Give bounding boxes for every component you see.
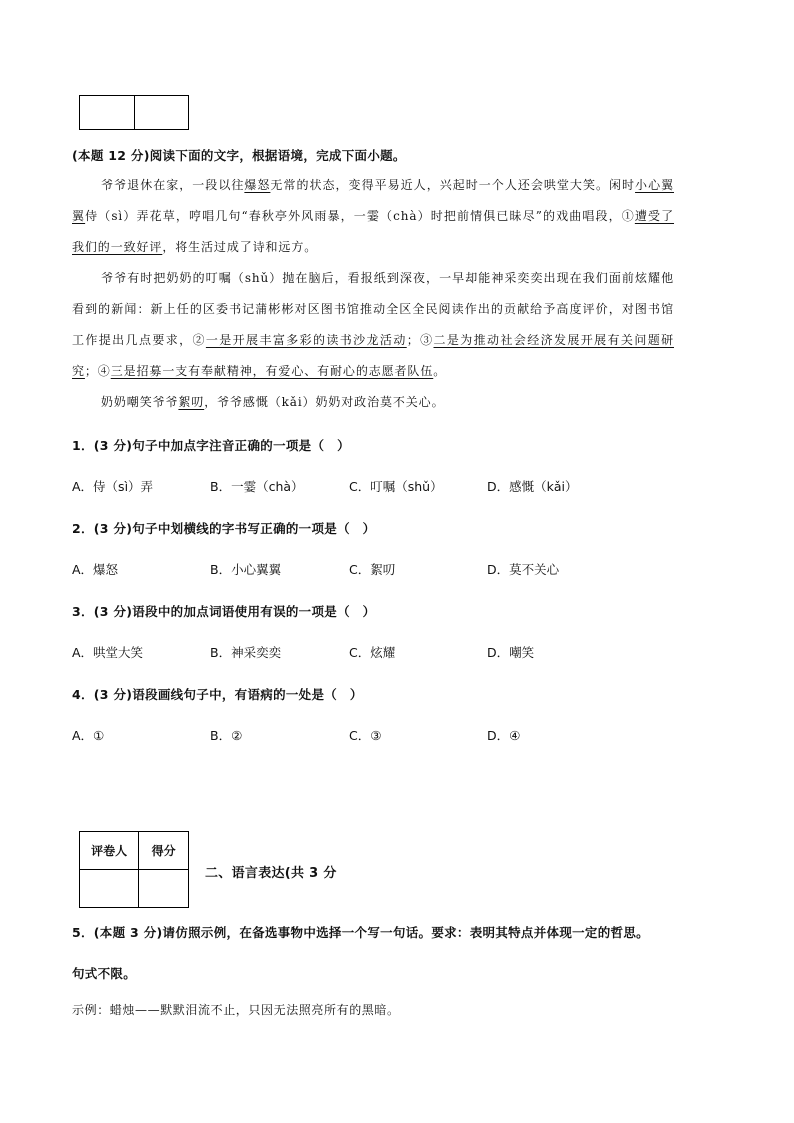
score-box-cell-left — [80, 96, 135, 130]
p3-underline-1: 絮叨 — [178, 395, 205, 409]
score-box-top — [79, 95, 189, 130]
reading-passage — [72, 170, 674, 418]
p3-text-b: ，爷爷感慨（kǎi）奶奶对政治莫不关心。 — [204, 395, 445, 409]
p1-underline-2: 小心翼翼 — [72, 178, 674, 223]
q2-option-c[interactable]: C．絮叨 — [349, 562, 396, 577]
q2-option-b[interactable]: B．小心翼翼 — [210, 562, 282, 577]
p2-underline-3: 三是招募一支有奉献精神，有爱心、有耐心的志愿者队伍 — [110, 364, 434, 378]
q4-option-d[interactable]: D．④ — [487, 728, 521, 743]
reviewer-label: 评卷人 — [80, 832, 139, 870]
q3-option-c[interactable]: C．炫耀 — [349, 645, 396, 660]
passage-paragraph-3 — [72, 387, 674, 418]
q2-option-d[interactable]: D．莫不关心 — [487, 562, 560, 577]
question-3-options — [72, 643, 672, 661]
question-1-options — [72, 477, 672, 495]
p2-text-a: 爷爷有时把奶奶的叮嘱（shǔ）抛在脑后，看报纸到深夜，一早却能神采奕奕出现在我们面前炫耀他看到的新闻：新上任的区委书记蒲彬彬对区图书馆推动全区全民阅读作出的贡献给予高度评价，对图书馆工作提出几点要求，② — [72, 271, 674, 347]
p1-text-d: ，将生活过成了诗和远方。 — [162, 240, 318, 254]
p1-text-a: 爷爷退休在家，一段以往 — [101, 178, 245, 192]
q2-option-a[interactable]: A．爆怒 — [72, 562, 119, 577]
p2-text-d: 。 — [433, 364, 447, 378]
reviewer-cell — [80, 870, 139, 908]
question-2-options — [72, 560, 672, 578]
p1-underline-1: 爆怒 — [244, 178, 271, 192]
q3-option-b[interactable]: B．神采奕奕 — [210, 645, 282, 660]
passage-paragraph-2 — [72, 263, 674, 387]
question-5-line1: 5．(本题 3 分)请仿照示例，在备选事物中选择一个写一句话。要求：表明其特点并体现一定的哲思。 — [72, 925, 649, 940]
question-2-head: 2．(3 分)句子中划横线的字书写正确的一项是（ ） — [72, 521, 376, 536]
q1-option-a[interactable]: A．侍（sì）弄 — [72, 479, 154, 494]
p2-underline-2: 二是为推动社会经济发展开展有关问题研究 — [72, 333, 674, 378]
q4-option-c[interactable]: C．③ — [349, 728, 382, 743]
p1-underline-3: 遭受了我们的一致好评 — [72, 209, 675, 254]
question-4-options — [72, 726, 672, 744]
score-cell — [139, 870, 189, 908]
p3-text-a: 奶奶嘲笑爷爷 — [101, 395, 179, 409]
q1-option-c[interactable]: C．叮嘱（shǔ） — [349, 479, 443, 494]
q1-option-d[interactable]: D．感慨（kǎi） — [487, 479, 578, 494]
p1-text-b: 无常的状态，变得平易近人，兴起时一个人还会哄堂大笑。闲时 — [270, 178, 636, 192]
score-box-section2 — [79, 831, 189, 908]
q3-option-d[interactable]: D．嘲笑 — [487, 645, 535, 660]
q3-option-a[interactable]: A．哄堂大笑 — [72, 645, 144, 660]
q1-option-b[interactable]: B．一霎（chà） — [210, 479, 304, 494]
section1-prompt: (本题 12 分)阅读下面的文字，根据语境，完成下面小题。 — [72, 148, 406, 163]
question-5-line2: 句式不限。 — [72, 966, 137, 981]
q4-option-a[interactable]: A．① — [72, 728, 105, 743]
score-label: 得分 — [139, 832, 189, 870]
passage-paragraph-1 — [72, 170, 674, 263]
question-1-head: 1．(3 分)句子中加点字注音正确的一项是（ ） — [72, 438, 350, 453]
question-3-head: 3．(3 分)语段中的加点词语使用有误的一项是（ ） — [72, 604, 376, 619]
score-box-cell-right — [134, 96, 189, 130]
p2-text-c: ；④ — [84, 364, 111, 378]
question-5-example: 示例：蜡烛——默默泪流不止，只因无法照亮所有的黑暗。 — [72, 1003, 400, 1017]
section2-title: 二、语言表达(共 3 分 — [205, 866, 337, 881]
p2-text-b: ；③ — [406, 333, 434, 347]
p2-underline-1: 一是开展丰富多彩的读书沙龙活动 — [205, 333, 407, 347]
question-4-head: 4．(3 分)语段画线句子中，有语病的一处是（ ） — [72, 687, 363, 702]
q4-option-b[interactable]: B．② — [210, 728, 243, 743]
p1-text-c: 侍（sì）弄花草，哼唱几句“春秋亭外风雨暴，一霎（chà）时把前情俱已昧尽”的戏曲唱段，① — [85, 209, 635, 223]
